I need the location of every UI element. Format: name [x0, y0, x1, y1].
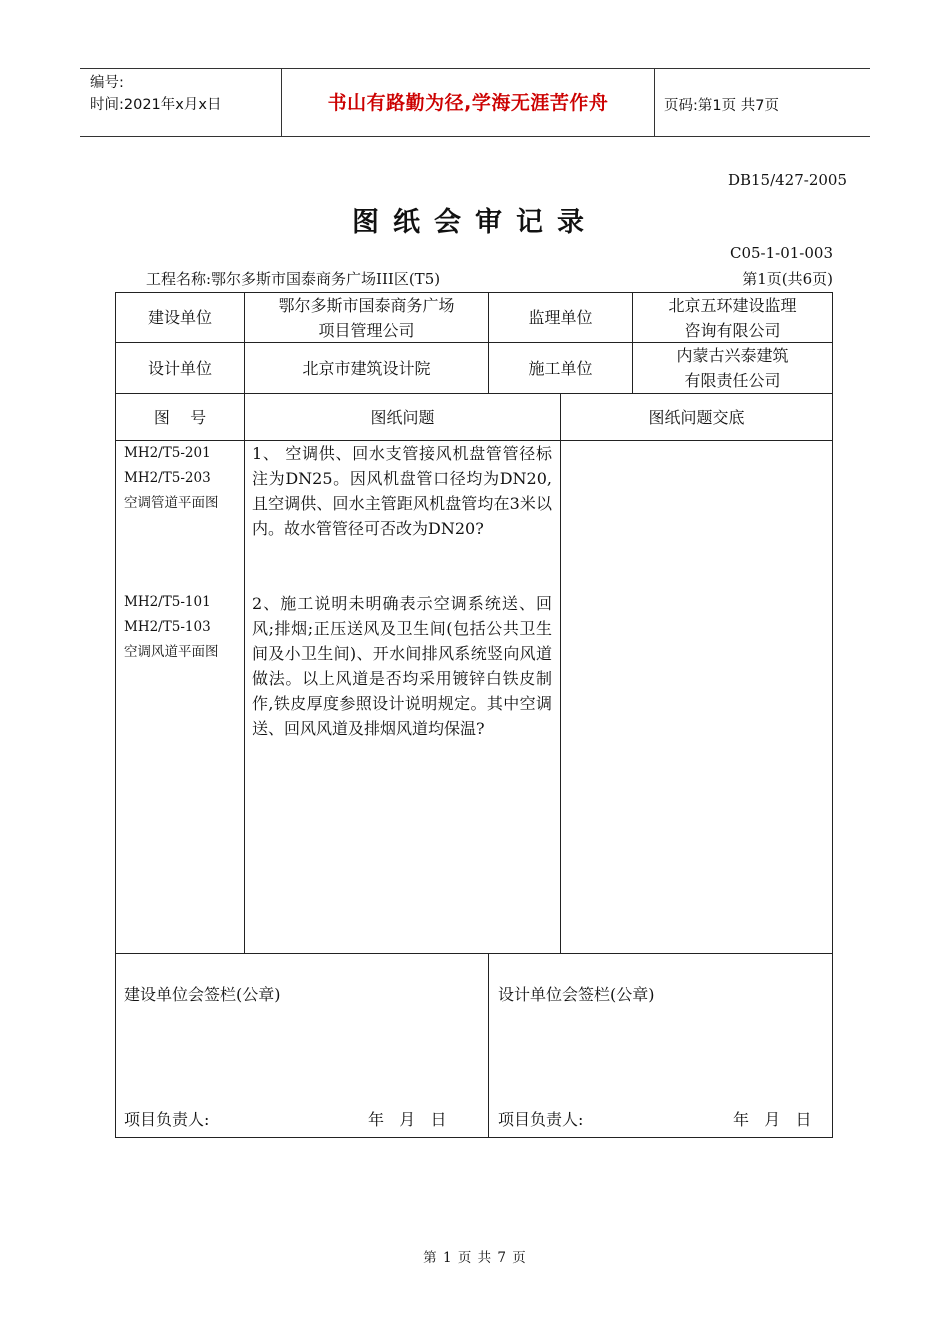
header-divider: [654, 68, 655, 136]
drawing-number: MH2/T5-203: [124, 470, 211, 486]
col-rule: [488, 953, 489, 1138]
header-top-rule: [80, 68, 870, 69]
builder-unit-label: 施工单位: [528, 358, 593, 378]
drawing-no-header: 图 号: [153, 407, 207, 427]
construction-manager-label: 项目负责人:: [124, 1110, 210, 1129]
number-label: 编号:: [90, 75, 124, 91]
item-1-drawings: [124, 441, 219, 516]
construction-date-label: 年 月 日: [368, 1110, 447, 1129]
col-rule: [560, 393, 561, 953]
drawing-number: MH2/T5-201: [124, 445, 211, 461]
construction-unit-label: 建设单位: [147, 308, 212, 327]
document-title: 图纸会审记录: [352, 207, 598, 238]
builder-unit-line1: 内蒙古兴泰建筑: [676, 346, 789, 365]
builder-unit-value: [633, 343, 832, 393]
drawing-number: MH2/T5-101: [124, 594, 211, 610]
supervision-unit-label: 监理单位: [528, 308, 593, 327]
problem-header: 图纸问题: [370, 407, 435, 427]
row-rule: [115, 953, 833, 954]
form-code: C05-1-01-003: [729, 244, 833, 262]
drawing-number: MH2/T5-103: [124, 619, 211, 635]
header-bottom-rule: [80, 136, 870, 137]
time-label: 时间:2021年x月x日: [90, 97, 222, 113]
design-signature-label: 设计单位会签栏(公章): [498, 985, 655, 1004]
design-manager-label: 项目负责人:: [498, 1110, 584, 1129]
item-1-question: 1、 空调供、回水支管接风机盘管管径标注为DN25。因风机盘管口径均为DN20,且空调供、回水主管距风机盘管均在3米以内。故水管管径可否改为DN20?: [252, 444, 552, 538]
supervision-unit-line2: 咨询有限公司: [684, 320, 781, 340]
item-2-question: 2、施工说明未明确表示空调系统送、回风;排烟;正压送风及卫生间(包括公共卫生间及小卫生间)、开水间排风系统竖向风道做法。以上风道是否均采用镀锌白铁皮制作,铁皮厚度参照设计说明规定。其中空调送、回风风道及排烟风道均保温?: [252, 594, 552, 738]
drawing-name: 空调风道平面图: [124, 644, 219, 660]
project-name: 工程名称:鄂尔多斯市国泰商务广场III区(T5): [146, 270, 441, 288]
drawing-name: 空调管道平面图: [124, 495, 219, 511]
header-meta: [90, 72, 221, 116]
builder-unit-line2: 有限责任公司: [684, 371, 781, 390]
header-page-code: 页码:第1页 共7页: [664, 98, 779, 114]
supervision-unit-line1: 北京五环建设监理: [668, 295, 797, 315]
design-unit-label: 设计单位: [147, 358, 212, 378]
construction-unit-value: [245, 293, 488, 342]
header-motto: 书山有路勤为径,学海无涯苦作舟: [327, 92, 609, 114]
construction-signature-label: 建设单位会签栏(公章): [124, 985, 281, 1004]
page-of: 第1页(共6页): [742, 270, 833, 288]
handover-header: 图纸问题交底: [648, 407, 745, 427]
design-date-label: 年 月 日: [733, 1110, 812, 1129]
item-2-drawings: [124, 590, 219, 665]
design-unit-value: 北京市建筑设计院: [302, 358, 431, 378]
standard-code: DB15/427-2005: [727, 171, 847, 189]
supervision-unit-value: [633, 293, 832, 342]
construction-unit-line2: 项目管理公司: [318, 320, 415, 340]
page-footer: 第 1 页 共 7 页: [423, 1250, 527, 1266]
construction-unit-line1: 鄂尔多斯市国泰商务广场: [278, 295, 455, 315]
